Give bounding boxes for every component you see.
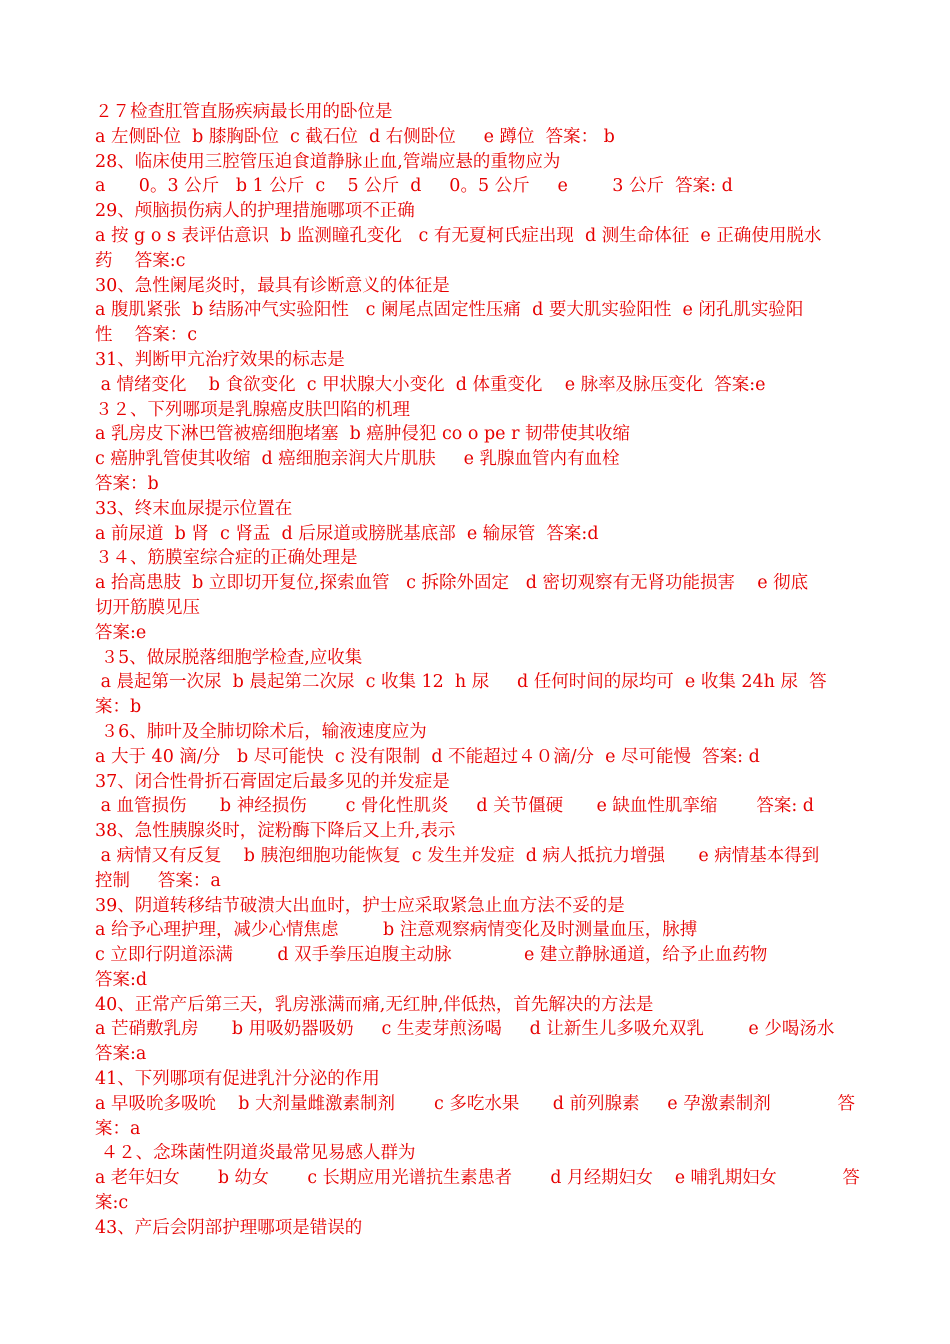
question-27-stem: ２７检查肛管直肠疾病最长用的卧位是 xyxy=(95,102,393,122)
question-36-options: a 大于 40 滴/分 b 尽可能快 c 没有限制 d 不能超过４０滴/分 e 尽可能慢 答案: d xyxy=(95,746,760,767)
question-29-stem: 29、颅脑损伤病人的护理措施哪项不正确 xyxy=(95,201,415,222)
question-42-options: a 老年妇女 b 幼女 c 长期应用光谱抗生素患者 d 月经期妇女 e 哺乳期妇女 答 xyxy=(95,1168,860,1189)
question-27-options: a 左侧卧位 b 膝胸卧位 c 截石位 d 右侧卧位 e 蹲位 答案： b xyxy=(95,126,615,147)
question-38-answer: 控制 答案：a xyxy=(95,870,221,891)
question-28-stem: 28、临床使用三腔管压迫食道静脉止血,管端应悬的重物应为 xyxy=(95,151,561,172)
question-32-options-1: a 乳房皮下淋巴管被癌细胞堵塞 b 癌肿侵犯 co o pe r 韧带使其收缩 xyxy=(95,424,630,445)
question-32-stem: ３２、下列哪项是乳腺癌皮肤凹陷的机理 xyxy=(95,399,410,420)
question-38-stem: 38、急性胰腺炎时，淀粉酶下降后又上升,表示 xyxy=(95,821,456,842)
question-31-stem: 31、判断甲亢治疗效果的标志是 xyxy=(95,349,345,370)
question-38-options: a 病情又有反复 b 胰泡细胞功能恢复 c 发生并发症 d 病人抵抗力增强 e 病情基本得到 xyxy=(95,845,820,866)
question-41-answer: 案：a xyxy=(95,1118,141,1139)
question-39-stem: 39、阴道转移结节破溃大出血时，护士应采取紧急止血方法不妥的是 xyxy=(95,895,625,916)
question-30-options: a 腹肌紧张 b 结肠冲气实验阳性 c 阑尾点固定性压痛 d 要大肌实验阳性 e 闭孔肌实验阳 xyxy=(95,300,804,321)
question-32-options-2: c 癌肿乳管使其收缩 d 癌细胞亲润大片肌肤 e 乳腺血管内有血栓 xyxy=(95,449,620,470)
question-29-answer: 药 答案:c xyxy=(95,250,186,271)
question-37-stem: 37、闭合性骨折石膏固定后最多见的并发症是 xyxy=(95,771,450,792)
question-30-answer: 性 答案：c xyxy=(95,325,198,346)
question-34-stem: ３４、筋膜室综合症的正确处理是 xyxy=(95,548,358,569)
question-35-answer: 案：b xyxy=(95,697,142,718)
question-43-stem: 43、产后会阴部护理哪项是错误的 xyxy=(95,1217,363,1238)
question-39-options-2: c 立即行阴道添满 d 双手拳压迫腹主动脉 e 建立静脉通道，给予止血药物 xyxy=(95,945,768,966)
question-40-answer: 答案:a xyxy=(95,1044,147,1065)
question-34-options: a 抬高患肢 b 立即切开复位,探索血管 c 拆除外固定 d 密切观察有无肾功能损害 e 彻底 xyxy=(95,573,809,594)
question-29-options: a 按 g o s 表评估意识 b 监测瞳孔变化 c 有无夏柯氏症出现 d 测生命体征 e 正确使用脱水 xyxy=(95,225,822,246)
question-33-options: a 前尿道 b 肾 c 肾盂 d 后尿道或膀胱基底部 e 输尿管 答案:d xyxy=(95,523,599,544)
question-34-options-cont: 切开筋膜见压 xyxy=(95,597,200,618)
question-37-options: a 血管损伤 b 神经损伤 c 骨化性肌炎 d 关节僵硬 e 缺血性肌挛缩 答案: d xyxy=(95,796,814,817)
question-39-answer: 答案:d xyxy=(95,969,148,990)
question-35-stem: ３5、做尿脱落细胞学检查,应收集 xyxy=(95,647,363,668)
question-30-stem: 30、急性阑尾炎时，最具有诊断意义的体征是 xyxy=(95,275,450,296)
question-42-stem: ４２、念珠菌性阴道炎最常见易感人群为 xyxy=(95,1143,416,1164)
question-28-options: a 0。3 公斤 b 1 公斤 c 5 公斤 d 0。5 公斤 e 3 公斤 答案: d xyxy=(95,176,733,197)
question-31-options: a 情绪变化 b 食欲变化 c 甲状腺大小变化 d 体重变化 e 脉率及脉压变化 答案:e xyxy=(95,374,766,395)
question-34-answer: 答案:e xyxy=(95,622,147,643)
question-35-options: a 晨起第一次尿 b 晨起第二次尿 c 收集 12 h 尿 d 任何时间的尿均可 e 收集 24h 尿 答 xyxy=(95,672,827,693)
question-32-answer: 答案：b xyxy=(95,473,159,494)
question-41-stem: 41、下列哪项有促进乳汁分泌的作用 xyxy=(95,1069,380,1090)
document-body xyxy=(95,100,860,1241)
question-40-stem: 40、正常产后第三天，乳房涨满而痛,无红肿,伴低热，首先解决的方法是 xyxy=(95,994,654,1015)
question-40-options: a 芒硝敷乳房 b 用吸奶器吸奶 c 生麦芽煎汤喝 d 让新生儿多吸允双乳 e 少喝汤水 xyxy=(95,1019,835,1040)
question-33-stem: 33、终末血尿提示位置在 xyxy=(95,498,293,519)
question-39-options-1: a 给予心理护理，减少心情焦虑 b 注意观察病情变化及时测量血压，脉搏 xyxy=(95,920,698,941)
question-42-answer: 案:c xyxy=(95,1193,129,1214)
question-41-options: a 早吸吮多吸吮 b 大剂量雌激素制剂 c 多吃水果 d 前列腺素 e 孕激素制剂 答 xyxy=(95,1093,855,1114)
question-36-stem: ３6、肺叶及全肺切除术后，输液速度应为 xyxy=(95,721,427,742)
